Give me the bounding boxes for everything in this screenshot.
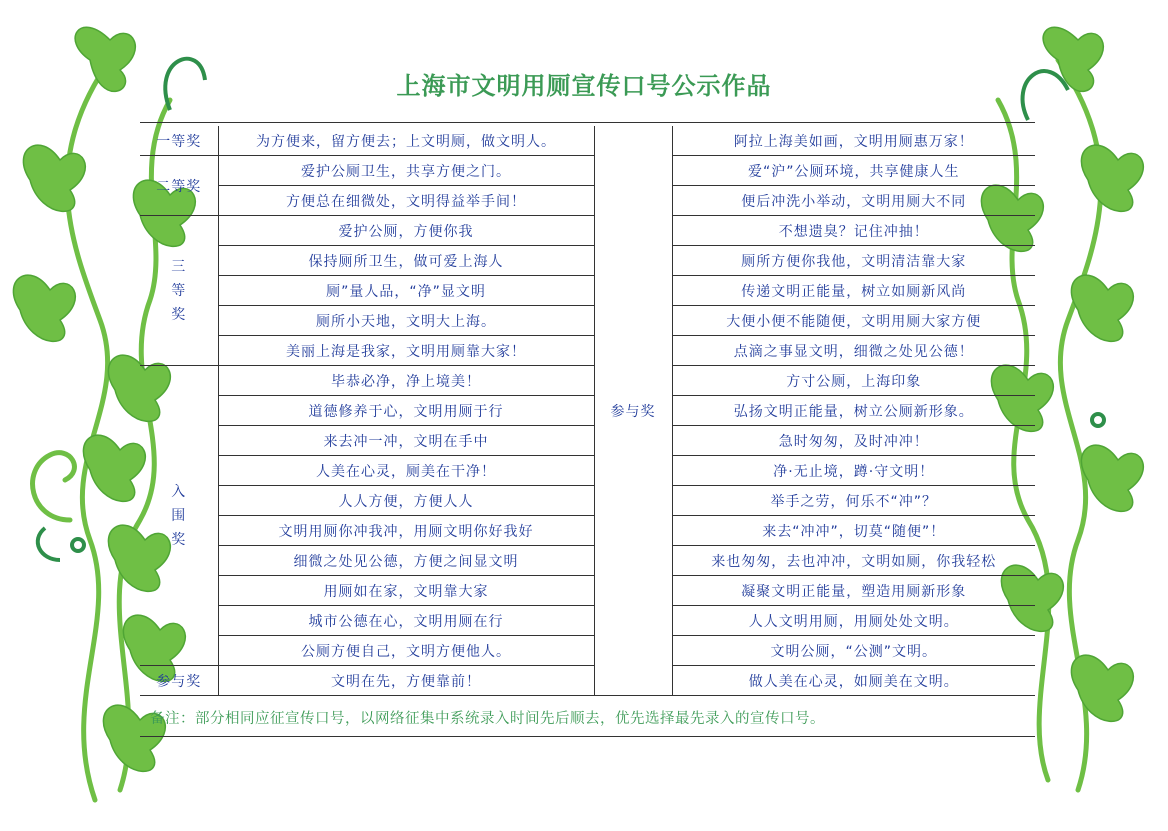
slogan-cell: 方寸公厕，上海印象 bbox=[672, 366, 1035, 396]
slogan-cell: 道德修养于心，文明用厕于行 bbox=[218, 396, 594, 426]
slogan-cell: 人美在心灵，厕美在干净！ bbox=[218, 456, 594, 486]
slogan-cell: 细微之处见公德，方便之间显文明 bbox=[218, 546, 594, 576]
slogan-cell: 净·无止境，蹲·守文明！ bbox=[672, 456, 1035, 486]
slogan-cell: 爱“沪”公厕环境，共享健康人生 bbox=[672, 156, 1035, 186]
slogan-table bbox=[140, 126, 1035, 696]
slogan-cell: 毕恭必净，净上境美！ bbox=[218, 366, 594, 396]
table-row bbox=[140, 126, 1035, 156]
slogan-cell: 为方便来，留方便去；上文明厕，做文明人。 bbox=[218, 126, 594, 156]
table-row bbox=[140, 636, 1035, 666]
category-finalist: 入 围 奖 bbox=[140, 366, 218, 666]
category-participation-left: 参与奖 bbox=[140, 666, 218, 696]
top-rule bbox=[140, 122, 1035, 123]
slogan-cell: 急时匆匆，及时冲冲！ bbox=[672, 426, 1035, 456]
slogan-cell: 爱护公厕卫生，共享方便之门。 bbox=[218, 156, 594, 186]
slogan-cell: 来去冲一冲，文明在手中 bbox=[218, 426, 594, 456]
slogan-cell: 爱护公厕，方便你我 bbox=[218, 216, 594, 246]
slogan-cell: 城市公德在心，文明用厕在行 bbox=[218, 606, 594, 636]
slogan-cell: 厕”量人品，“净”显文明 bbox=[218, 276, 594, 306]
table-row bbox=[140, 246, 1035, 276]
slogan-cell: 便后冲洗小举动，文明用厕大不同 bbox=[672, 186, 1035, 216]
slogan-cell: 传递文明正能量，树立如厕新风尚 bbox=[672, 276, 1035, 306]
slogan-cell: 美丽上海是我家，文明用厕靠大家！ bbox=[218, 336, 594, 366]
slogan-cell: 凝聚文明正能量，塑造用厕新形象 bbox=[672, 576, 1035, 606]
category-first-prize: 一等奖 bbox=[140, 126, 218, 156]
table-row bbox=[140, 546, 1035, 576]
category-third-prize: 三 等 奖 bbox=[140, 216, 218, 366]
slogan-cell: 保持厕所卫生，做可爱上海人 bbox=[218, 246, 594, 276]
page-title: 上海市文明用厕宣传口号公示作品 bbox=[396, 72, 772, 100]
slogan-cell: 厕所小天地，文明大上海。 bbox=[218, 306, 594, 336]
slogan-cell: 举手之劳，何乐不“冲”？ bbox=[672, 486, 1035, 516]
slogan-cell: 大便小便不能随便，文明用厕大家方便 bbox=[672, 306, 1035, 336]
slogan-cell: 厕所方便你我他，文明清洁靠大家 bbox=[672, 246, 1035, 276]
footnote: 备注：部分相同应征宣传口号，以网络征集中系统录入时间先后顺去，优先选择最先录入的宣传口号。 bbox=[150, 711, 825, 727]
slogan-cell: 公厕方便自己，文明方便他人。 bbox=[218, 636, 594, 666]
slogan-cell: 来也匆匆，去也冲冲，文明如厕，你我轻松 bbox=[672, 546, 1035, 576]
table-row bbox=[140, 156, 1035, 186]
slogan-cell: 弘扬文明正能量，树立公厕新形象。 bbox=[672, 396, 1035, 426]
table-row bbox=[140, 186, 1035, 216]
slogan-cell: 阿拉上海美如画，文明用厕惠万家！ bbox=[672, 126, 1035, 156]
slogan-cell: 不想遗臭？记住冲抽！ bbox=[672, 216, 1035, 246]
slogan-cell: 人人文明用厕，用厕处处文明。 bbox=[672, 606, 1035, 636]
table-row bbox=[140, 666, 1035, 696]
table-row bbox=[140, 276, 1035, 306]
table-row bbox=[140, 396, 1035, 426]
table-row bbox=[140, 336, 1035, 366]
slogan-cell: 方便总在细微处，文明得益举手间！ bbox=[218, 186, 594, 216]
table-row bbox=[140, 516, 1035, 546]
bottom-rule bbox=[140, 736, 1035, 737]
category-participation-middle: 参与奖 bbox=[594, 126, 672, 696]
table-row bbox=[140, 456, 1035, 486]
slogan-cell: 来去“冲冲”，切莫“随便”！ bbox=[672, 516, 1035, 546]
table-row bbox=[140, 486, 1035, 516]
table-row bbox=[140, 366, 1035, 396]
slogan-cell: 用厕如在家，文明靠大家 bbox=[218, 576, 594, 606]
slogan-cell: 人人方便，方便人人 bbox=[218, 486, 594, 516]
table-row bbox=[140, 216, 1035, 246]
slogan-cell: 做人美在心灵，如厕美在文明。 bbox=[672, 666, 1035, 696]
slogan-cell: 文明在先，方便靠前！ bbox=[218, 666, 594, 696]
slogan-cell: 文明用厕你冲我冲，用厕文明你好我好 bbox=[218, 516, 594, 546]
table-row bbox=[140, 426, 1035, 456]
table-row bbox=[140, 576, 1035, 606]
slogan-cell: 文明公厕，“公测”文明。 bbox=[672, 636, 1035, 666]
category-second-prize: 二等奖 bbox=[140, 156, 218, 216]
table-row bbox=[140, 606, 1035, 636]
slogan-cell: 点滴之事显文明，细微之处见公德！ bbox=[672, 336, 1035, 366]
table-row bbox=[140, 306, 1035, 336]
